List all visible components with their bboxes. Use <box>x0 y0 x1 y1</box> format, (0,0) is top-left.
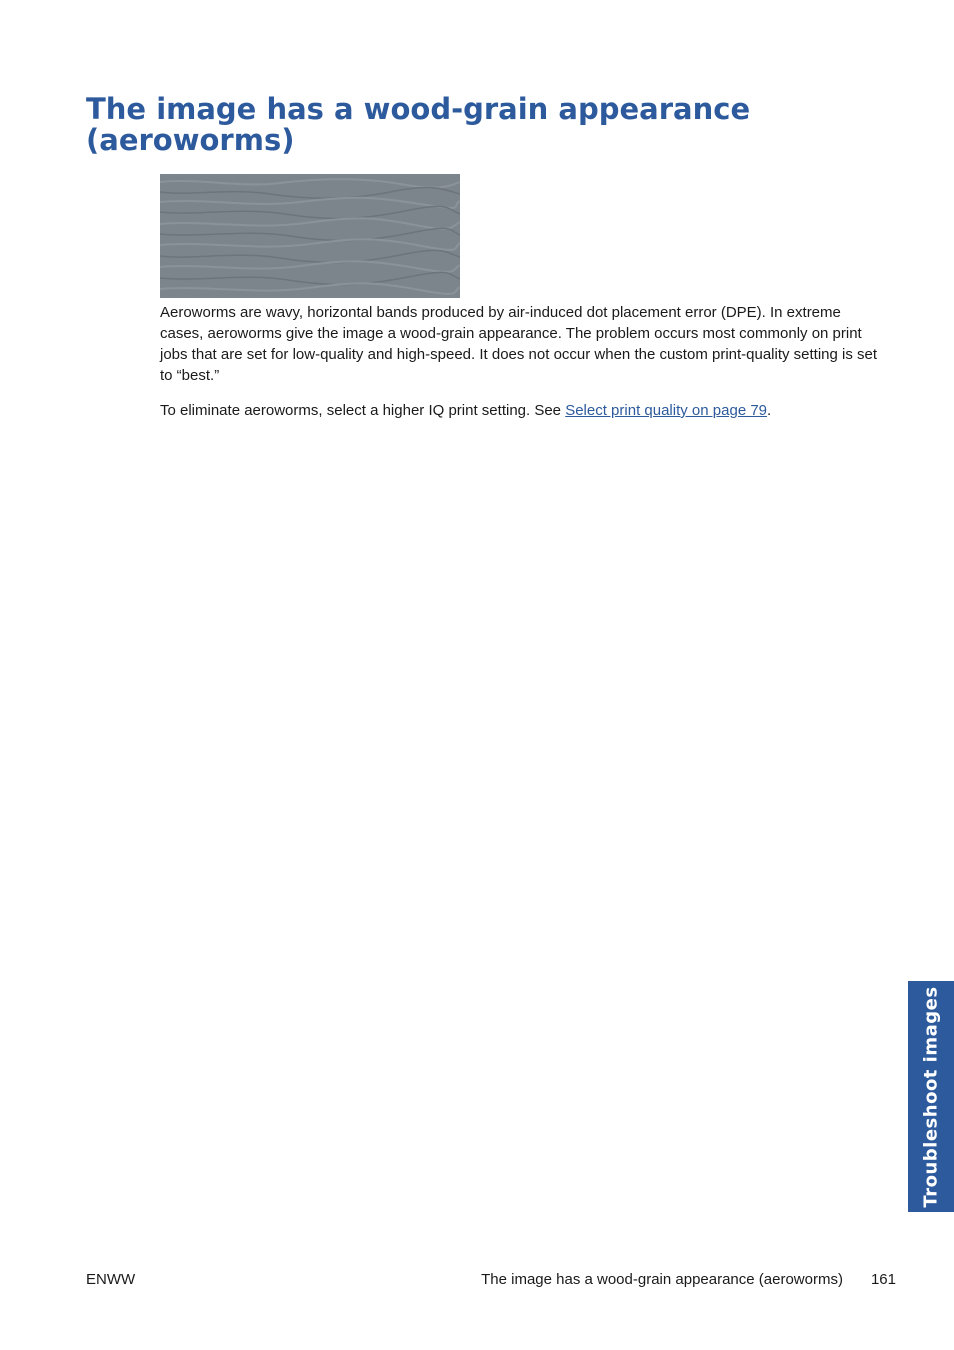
chapter-side-tab-label: Troubleshoot images <box>920 985 942 1208</box>
chapter-side-tab <box>908 981 954 1212</box>
footer-section-title: The image has a wood-grain appearance (aeroworms) <box>481 1271 843 1288</box>
paragraph-text-before-link: To eliminate aeroworms, select a higher IQ print setting. See <box>160 402 566 419</box>
footer-doc-code: ENWW <box>86 1271 136 1288</box>
body-paragraph-eliminate-aeroworms <box>160 400 880 421</box>
footer-right <box>481 1270 896 1290</box>
wood-grain-sample-image <box>160 174 460 298</box>
page-title: The image has a wood-grain appearance (aeroworms) <box>86 92 751 157</box>
body-paragraph-aeroworms-description: Aeroworms are wavy, horizontal bands produced by air-induced dot placement error (DPE). In extreme cases, aeroworms give the image a wood-grain appearance. The problem occurs most commonly on print jobs that are set for low-quality and high-speed. It does not occur when the custom print-quality setting is set to “best.” <box>160 304 878 384</box>
select-print-quality-link[interactable]: Select print quality on page 79 <box>565 402 768 419</box>
footer-page-number: 161 <box>870 1271 896 1288</box>
paragraph-text-after-link: . <box>767 402 772 419</box>
